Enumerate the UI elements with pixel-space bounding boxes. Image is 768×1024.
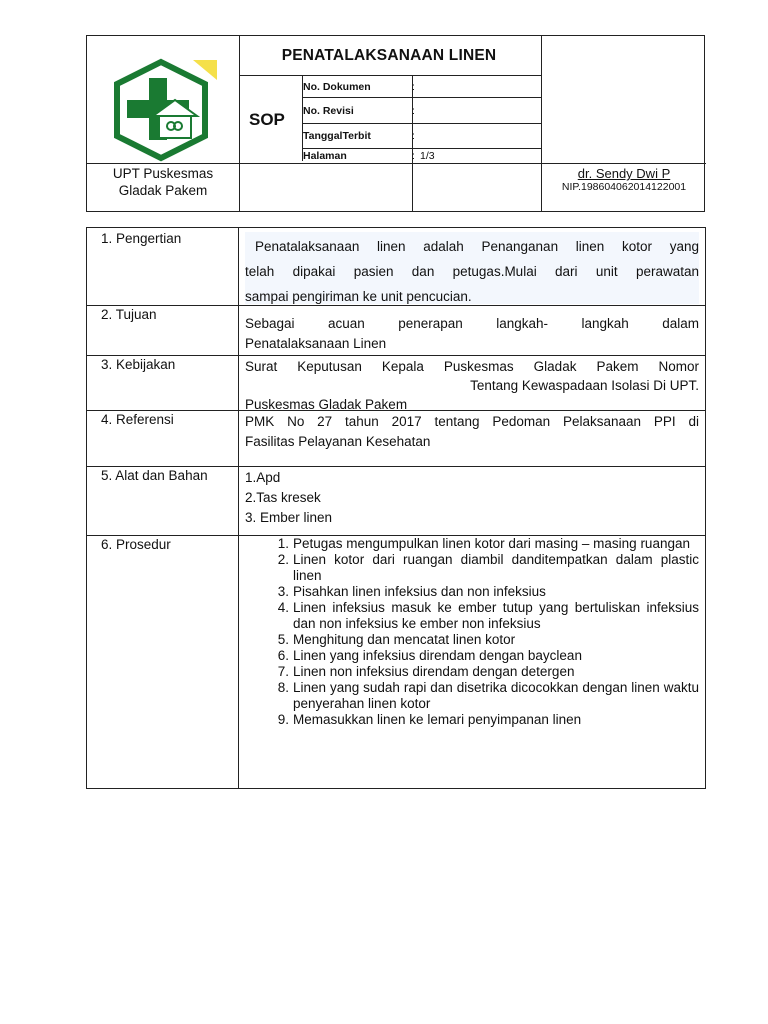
org-line-2: Gladak Pakem: [118, 183, 208, 198]
procedure-step: 4. Linen infeksius masuk ke ember tutup yang bertuliskan infeksius dan non infeksius ke ember non infeksius: [277, 600, 699, 631]
signer-nip: NIP.198604062014122001: [561, 181, 687, 193]
divider: [302, 97, 541, 98]
procedure-step: 2. Linen kotor dari ruangan diambil danditempatkan dalam plastic linen: [277, 552, 699, 583]
procedure-step: 8. Linen yang sudah rapi dan disetrika dicocokkan dengan linen waktu penyerahan linen kotor: [277, 680, 699, 711]
pengertian-line-1: Penatalaksanaan linen adalah Penanganan linen kotor yang: [255, 239, 699, 254]
divider: [87, 466, 705, 467]
pengertian-line-3: sampai pengiriman ke unit pencucian.: [245, 289, 472, 304]
section-label-kebijakan: 3. Kebijakan: [101, 357, 176, 372]
signer-name-text: dr. Sendy Dwi P: [577, 166, 671, 181]
kebijakan-line-2: Tentang Kewaspadaan Isolasi Di UPT.: [470, 378, 699, 393]
kebijakan-line-1: Surat Keputusan Kepala Puskesmas Gladak Pakem Nomor: [245, 359, 699, 374]
procedure-step: 1. Petugas mengumpulkan linen kotor dari masing – masing ruangan: [277, 536, 690, 551]
sop-label: SOP: [249, 110, 285, 129]
signer-name: [542, 166, 706, 181]
section-content-pengertian: [245, 232, 699, 304]
field-colon: :: [412, 105, 415, 117]
section-label-referensi: 4. Referensi: [101, 412, 174, 427]
field-label-no-revisi: No. Revisi: [303, 105, 354, 117]
field-colon: :: [412, 130, 415, 142]
alat-item: 2.Tas kresek: [245, 490, 321, 505]
sop-header-table: [86, 35, 705, 212]
procedure-list: [245, 536, 699, 728]
document-title: PENATALAKSANAAN LINEN: [281, 47, 497, 64]
divider: [302, 123, 541, 124]
field-label-no-dokumen: No. Dokumen: [303, 81, 371, 93]
alat-item: 1.Apd: [245, 470, 281, 485]
puskesmas-logo: [105, 56, 217, 164]
section-label-tujuan: 2. Tujuan: [101, 307, 157, 322]
procedure-step: 3. Pisahkan linen infeksius dan non infeksius: [277, 584, 546, 599]
referensi-line-1: PMK No 27 tahun 2017 tentang Pedoman Pelaksanaan PPI di: [245, 414, 699, 429]
section-label-prosedur: 6. Prosedur: [101, 537, 171, 552]
section-label-pengertian: 1. Pengertian: [101, 231, 182, 246]
divider: [238, 228, 239, 788]
field-label-tanggal-terbit: TanggalTerbit: [303, 130, 371, 142]
section-content-alat-bahan: [245, 468, 699, 528]
procedure-step: 5. Menghitung dan mencatat linen kotor: [277, 632, 516, 647]
referensi-line-2: Fasilitas Pelayanan Kesehatan: [245, 434, 431, 449]
org-line-1: UPT Puskesmas: [112, 166, 214, 181]
procedure-step: 9. Memasukkan linen ke lemari penyimpanan linen: [277, 712, 582, 727]
procedure-step: 6. Linen yang infeksius direndam dengan bayclean: [277, 648, 582, 663]
tujuan-line-1: Sebagai acuan penerapan langkah- langkah dalam: [245, 316, 699, 331]
field-value-halaman: 1/3: [420, 150, 435, 162]
divider: [87, 355, 705, 356]
alat-item: 3. Ember linen: [245, 510, 333, 525]
tujuan-line-2: Penatalaksanaan Linen: [245, 336, 387, 351]
divider: [302, 148, 541, 149]
field-colon: :: [412, 150, 415, 162]
procedure-step: 7. Linen non infeksius direndam dengan detergen: [277, 664, 575, 679]
field-colon: :: [412, 81, 415, 93]
field-label-halaman: Halaman: [303, 150, 347, 162]
section-content-tujuan: [245, 314, 699, 354]
pengertian-line-2: telah dipakai pasien dan petugas.Mulai dari unit perawatan: [245, 264, 699, 279]
divider: [239, 75, 541, 76]
sop-content-table: [86, 227, 706, 789]
section-label-alat-bahan: 5. Alat dan Bahan: [101, 468, 208, 483]
section-content-kebijakan: [245, 357, 699, 414]
kebijakan-line-3: Puskesmas Gladak Pakem: [245, 397, 408, 412]
organization-name: [87, 165, 239, 199]
section-content-referensi: [245, 412, 699, 452]
